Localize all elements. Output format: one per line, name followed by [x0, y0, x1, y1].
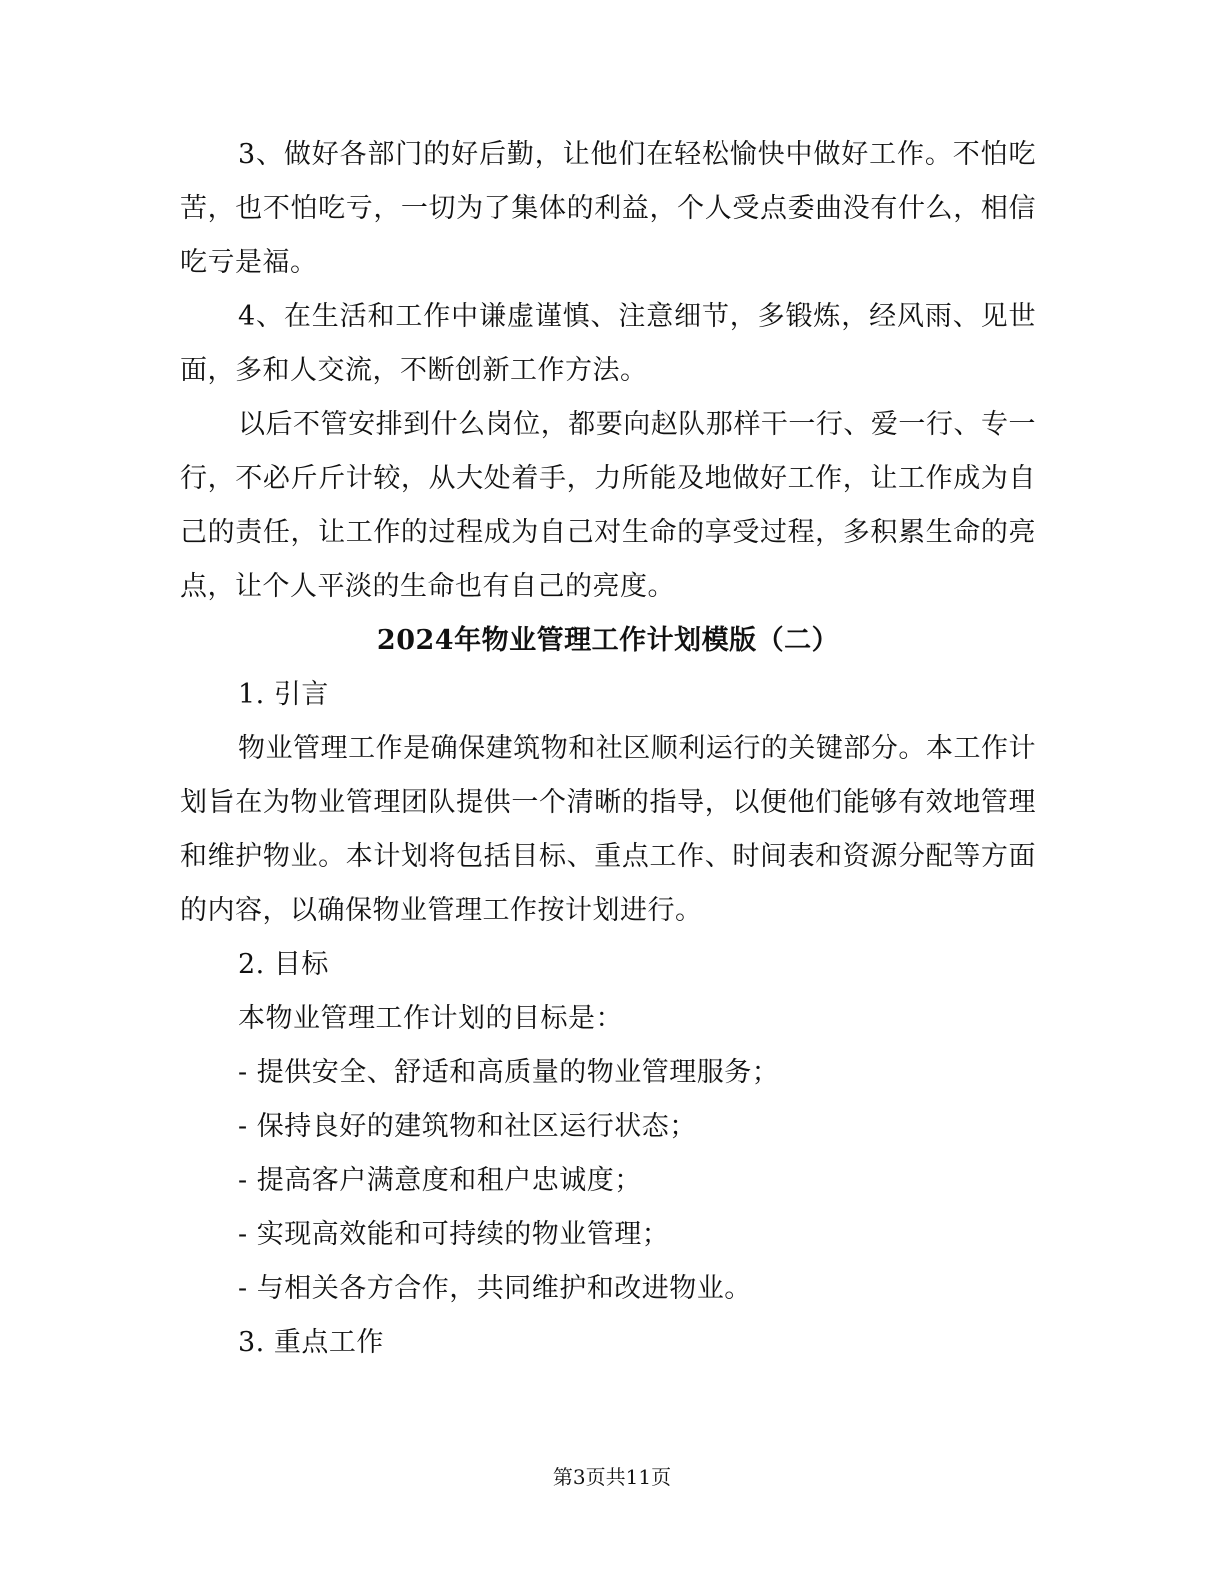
paragraph-item-4: 4、在生活和工作中谦虚谨慎、注意细节，多锻炼，经风雨、见世面，多和人交流，不断创新工作方法。	[180, 301, 1036, 386]
paragraph-introduction: 物业管理工作是确保建筑物和社区顺利运行的关键部分。本工作计划旨在为物业管理团队提供一个清晰的指导，以便他们能够有效地管理和维护物业。本计划将包括目标、重点工作、时间表和资源分配等方面的内容，以确保物业管理工作按计划进行。	[180, 733, 1036, 926]
list-item: - 保持良好的建筑物和社区运行状态；	[238, 1111, 697, 1142]
heading-introduction: 1. 引言	[238, 679, 329, 710]
paragraph-item-3: 3、做好各部门的好后勤，让他们在轻松愉快中做好工作。不怕吃苦，也不怕吃亏，一切为了集体的利益，个人受点委曲没有什么，相信吃亏是福。	[180, 139, 1036, 278]
heading-key-work: 3. 重点工作	[238, 1327, 384, 1358]
list-item: - 提高客户满意度和租户忠诚度；	[238, 1165, 642, 1196]
document-page	[180, 128, 1036, 1370]
paragraph-conclusion: 以后不管安排到什么岗位，都要向赵队那样干一行、爱一行、专一行，不必斤斤计较，从大处着手，力所能及地做好工作，让工作成为自己的责任，让工作的过程成为自己对生命的享受过程，多积累生命的亮点，让个人平淡的生命也有自己的亮度。	[180, 409, 1036, 602]
list-item: - 实现高效能和可持续的物业管理；	[238, 1219, 670, 1250]
list-item: - 提供安全、舒适和高质量的物业管理服务；	[238, 1057, 780, 1088]
page-number-footer: 第3页共11页	[552, 1465, 672, 1489]
heading-goals: 2. 目标	[238, 949, 329, 980]
list-item: - 与相关各方合作，共同维护和改进物业。	[238, 1273, 752, 1304]
section-title: 2024年物业管理工作计划模版（二）	[376, 625, 840, 656]
paragraph-goals-intro: 本物业管理工作计划的目标是：	[238, 1003, 623, 1034]
